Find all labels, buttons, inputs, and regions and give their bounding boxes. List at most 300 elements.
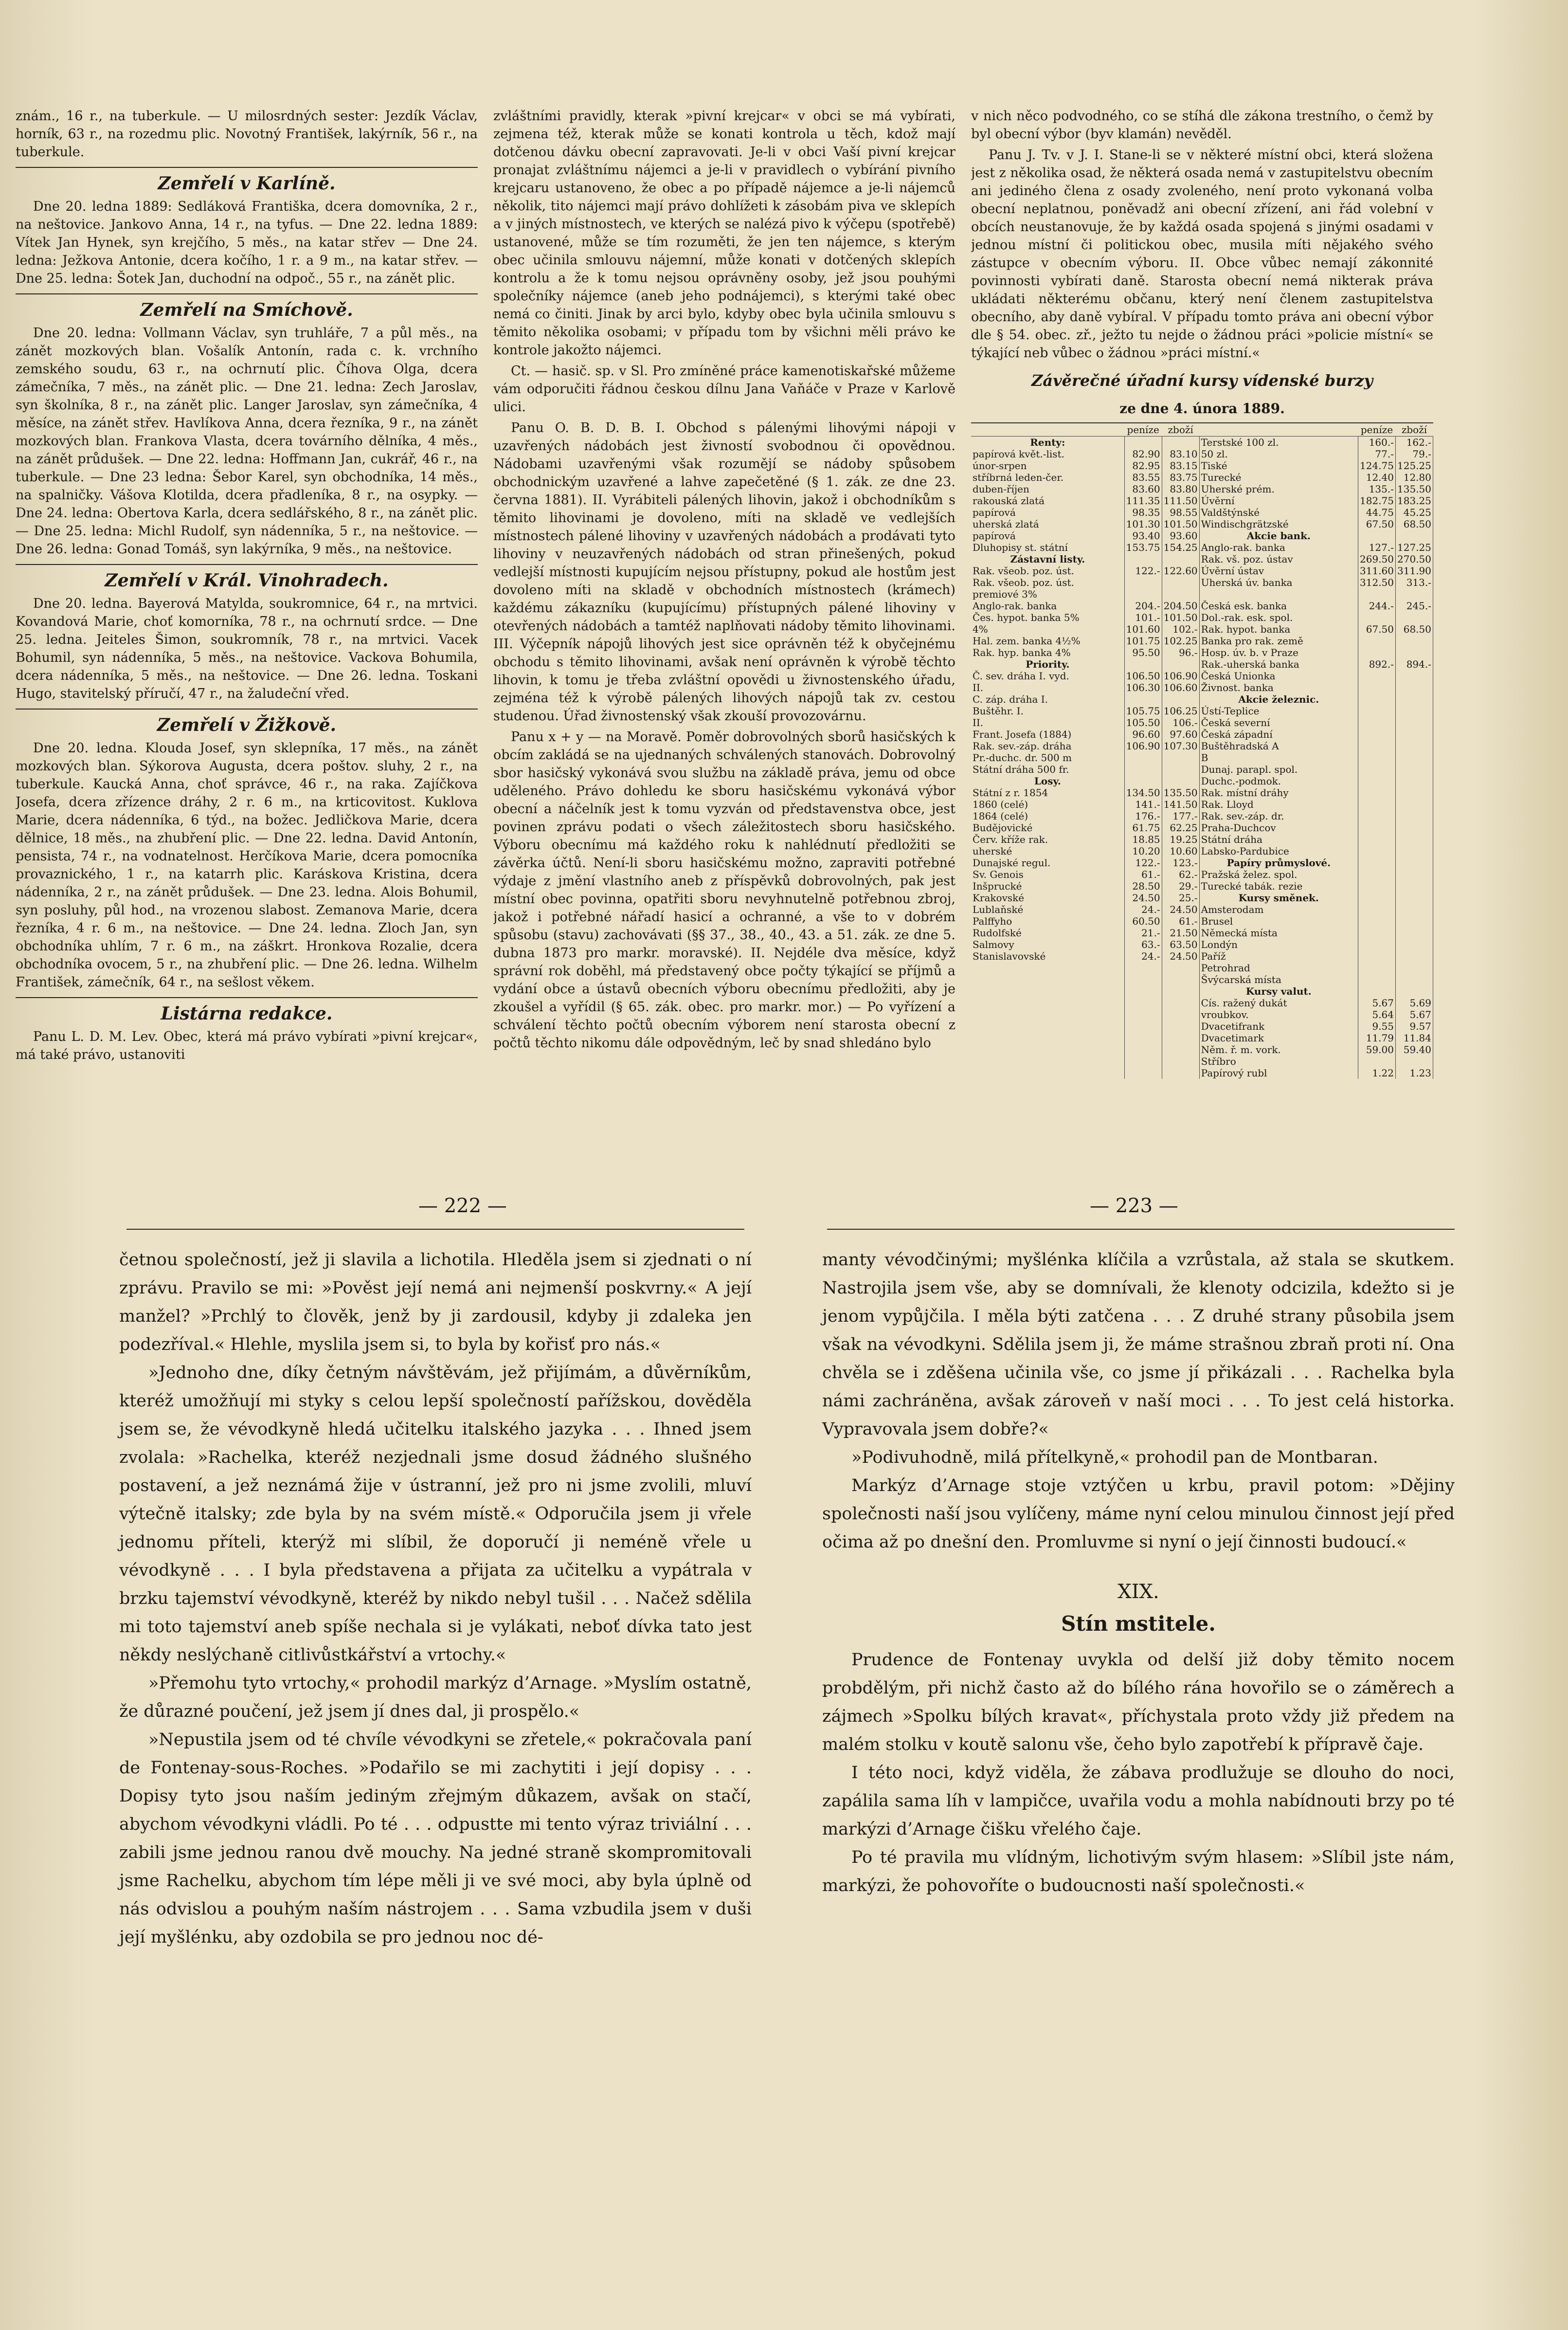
market-price bbox=[1358, 705, 1396, 717]
market-goods: 19.25 bbox=[1162, 834, 1199, 845]
market-price bbox=[1358, 880, 1396, 892]
market-price bbox=[1124, 437, 1162, 449]
column-editorial-answers bbox=[493, 107, 955, 1163]
market-price: 95.50 bbox=[1124, 647, 1162, 658]
market-price: 106.50 bbox=[1124, 670, 1162, 682]
market-goods bbox=[1162, 553, 1199, 565]
market-label: Živnost. banka bbox=[1199, 682, 1358, 693]
market-price: 60.50 bbox=[1124, 915, 1162, 927]
market-label: Dunajské regul. bbox=[971, 857, 1124, 869]
market-label: 50 zl. bbox=[1199, 448, 1358, 460]
market-label: papírová bbox=[971, 530, 1124, 542]
market-section-label: Kursy valut. bbox=[1199, 985, 1358, 997]
market-empty-cell bbox=[1162, 1067, 1199, 1079]
market-price: 61.- bbox=[1124, 869, 1162, 880]
market-price: 141.- bbox=[1124, 799, 1162, 810]
market-goods: 125.25 bbox=[1396, 460, 1433, 472]
market-empty-cell bbox=[1124, 1056, 1162, 1067]
market-goods bbox=[1162, 693, 1199, 705]
market-goods: 98.55 bbox=[1162, 507, 1199, 518]
market-row bbox=[971, 472, 1433, 483]
market-goods: 24.50 bbox=[1162, 950, 1199, 962]
market-goods bbox=[1396, 752, 1433, 764]
market-label: Rak. všeob. poz. úst. bbox=[971, 565, 1124, 577]
market-goods: 102.25 bbox=[1162, 635, 1199, 647]
market-row bbox=[971, 658, 1433, 670]
header-price: peníze bbox=[1124, 423, 1162, 437]
market-empty-cell bbox=[971, 1009, 1124, 1020]
market-goods: 83.80 bbox=[1162, 483, 1199, 495]
market-goods bbox=[1162, 775, 1199, 787]
market-price: 82.90 bbox=[1124, 448, 1162, 460]
market-goods: 5.67 bbox=[1396, 1009, 1433, 1020]
market-empty-cell bbox=[1124, 974, 1162, 985]
market-label: Praha-Duchcov bbox=[1199, 822, 1358, 834]
market-empty-cell bbox=[971, 985, 1124, 997]
market-price: 5.67 bbox=[1358, 997, 1396, 1009]
market-goods: 12.80 bbox=[1396, 472, 1433, 483]
market-price: 106.90 bbox=[1124, 740, 1162, 752]
novel-page-right bbox=[822, 1246, 1455, 1900]
market-price bbox=[1124, 693, 1162, 705]
market-label: Rak. sev.-záp. dr. bbox=[1199, 810, 1358, 822]
market-price: 9.55 bbox=[1358, 1020, 1396, 1032]
market-price: 67.50 bbox=[1358, 623, 1396, 635]
market-price bbox=[1358, 927, 1396, 939]
market-goods bbox=[1396, 693, 1433, 705]
market-row bbox=[971, 834, 1433, 845]
market-goods: 135.50 bbox=[1396, 483, 1433, 495]
market-label: duben-říjen bbox=[971, 483, 1124, 495]
market-goods: 29.- bbox=[1162, 880, 1199, 892]
market-label: Windischgrätzské bbox=[1199, 518, 1358, 530]
market-price: 98.35 bbox=[1124, 507, 1162, 518]
market-label: Rak. hyp. banka 4% bbox=[971, 647, 1124, 658]
market-price bbox=[1358, 612, 1396, 623]
market-row bbox=[971, 635, 1433, 647]
market-row bbox=[971, 822, 1433, 834]
market-price bbox=[1358, 530, 1396, 542]
market-empty-cell bbox=[971, 1044, 1124, 1056]
market-row bbox=[971, 974, 1433, 985]
market-empty-cell bbox=[1124, 985, 1162, 997]
market-empty-cell bbox=[971, 1020, 1124, 1032]
market-goods: 25.- bbox=[1162, 892, 1199, 904]
market-price: 105.75 bbox=[1124, 705, 1162, 717]
market-label: Rak. hypot. banka bbox=[1199, 623, 1358, 635]
market-price bbox=[1124, 577, 1162, 600]
market-goods bbox=[1396, 717, 1433, 728]
section-heading-zizkov: Zemřelí v Žižkově. bbox=[16, 709, 478, 734]
market-price bbox=[1358, 775, 1396, 787]
novel-paragraph: »Podivuhodně, milá přítelkyně,« prohodil pan de Montbaran. bbox=[851, 1448, 1378, 1467]
market-goods bbox=[1396, 915, 1433, 927]
market-goods: 106.25 bbox=[1162, 705, 1199, 717]
market-price bbox=[1124, 764, 1162, 775]
novel-paragraph: I této noci, když viděla, že zábava prodlužuje se dlouho do noci, zapálila sama líh v lampičce, uvařila vodu a mohla nabídnouti brzy po té markýzi d’Arnage čišku vřelého čaje. bbox=[822, 1763, 1455, 1839]
market-goods: 83.75 bbox=[1162, 472, 1199, 483]
market-label: Česká esk. banka bbox=[1199, 600, 1358, 612]
market-goods bbox=[1396, 810, 1433, 822]
market-goods bbox=[1396, 904, 1433, 915]
market-goods: 106.90 bbox=[1162, 670, 1199, 682]
market-label: stříbrná leden-čer. bbox=[971, 472, 1124, 483]
market-goods bbox=[1396, 740, 1433, 752]
market-price: 11.79 bbox=[1358, 1032, 1396, 1044]
market-price: 101.30 bbox=[1124, 518, 1162, 530]
market-row bbox=[971, 507, 1433, 518]
market-row bbox=[971, 799, 1433, 810]
market-price bbox=[1124, 553, 1162, 565]
market-label: Labsko-Pardubice bbox=[1199, 845, 1358, 857]
novel-paragraph: Po té pravila mu vlídným, lichotivým svým hlasem: »Slíbil jste nám, markýzi, že pohovoříte o budoucnosti naší společnosti.« bbox=[822, 1848, 1455, 1895]
market-goods bbox=[1396, 845, 1433, 857]
market-goods: 59.40 bbox=[1396, 1044, 1433, 1056]
market-goods bbox=[1396, 728, 1433, 740]
novel-paragraph: »Nepustila jsem od té chvíle vévodkyni se zřetele,« pokračovala paní de Fontenay-sous-Roches. »Podařilo se mi zachytiti i její dopisy . . . Dopisy tyto jsou naším jediným zřejmým důkazem, avšak on stačí, abychom vévodkyni vládli. Po té . . . odpustte mi tento výraz triviální . . . zabili jsme jednou ranou dvě mouchy. Na jedné straně skompromitovali jsme Rachelku, abychom tím lépe měli ji ve své moci, aby byla úplně od nás odvislou a pouhým naším nástrojem . . . Sama vzbudila jsem v duši její myšlénku, aby ozdobila se pro jednou noc dé- bbox=[119, 1730, 752, 1947]
market-row bbox=[971, 880, 1433, 892]
market-section-label: Priority. bbox=[971, 658, 1124, 670]
market-row bbox=[971, 810, 1433, 822]
market-goods bbox=[1396, 647, 1433, 658]
market-label: Česká Unionka bbox=[1199, 670, 1358, 682]
market-label: Švýcarská místa bbox=[1199, 974, 1358, 985]
market-price bbox=[1358, 950, 1396, 962]
market-label: Salmovy bbox=[971, 939, 1124, 950]
market-goods: 106.60 bbox=[1162, 682, 1199, 693]
market-date: ze dne 4. února 1889. bbox=[1119, 400, 1285, 417]
market-goods: 45.25 bbox=[1396, 507, 1433, 518]
market-empty-cell bbox=[1162, 985, 1199, 997]
market-label: Rak. Lloyd bbox=[1199, 799, 1358, 810]
market-row bbox=[971, 565, 1433, 577]
market-label: Rak. místní dráhy bbox=[1199, 787, 1358, 799]
market-row bbox=[971, 1032, 1433, 1044]
market-empty-cell bbox=[1124, 1009, 1162, 1020]
market-row bbox=[971, 950, 1433, 962]
market-price: 93.40 bbox=[1124, 530, 1162, 542]
market-goods: 101.50 bbox=[1162, 612, 1199, 623]
market-price: 28.50 bbox=[1124, 880, 1162, 892]
market-header-row bbox=[971, 423, 1433, 437]
market-price: 122.- bbox=[1124, 565, 1162, 577]
chapter-title: Stín mstitele. bbox=[1061, 1612, 1216, 1636]
market-label: únor-srpen bbox=[971, 460, 1124, 472]
market-goods bbox=[1396, 880, 1433, 892]
novel-paragraph: manty vévodčinými; myšlénka klíčila a vzrůstala, až stala se skutkem. Nastrojila jsem vše, aby se domnívali, že klenoty odcizila, kdežto si je jenom vypůjčila. I měla býti zatčena . . . Z druhé strany působila jsem však na vévodkyni. Sdělila jsem ji, že máme strašnou zbraň proti ní. Ona chvěla se i zděšena učinila vše, co jsme jí přikázali . . . Rachelka byla námi zachráněna, avšak zároveň v naší moci . . . To jest celá historka. Vypravovala jsem dobře?« bbox=[822, 1250, 1455, 1439]
market-price: 106.30 bbox=[1124, 682, 1162, 693]
market-goods: 313.- bbox=[1396, 577, 1433, 600]
market-label: uherská zlatá bbox=[971, 518, 1124, 530]
market-goods bbox=[1396, 764, 1433, 775]
market-goods: 1.23 bbox=[1396, 1067, 1433, 1079]
market-price: 244.- bbox=[1358, 600, 1396, 612]
market-empty-cell bbox=[1162, 1009, 1199, 1020]
market-label: Pražská želez. spol. bbox=[1199, 869, 1358, 880]
market-price bbox=[1358, 635, 1396, 647]
header-goods: zboží bbox=[1162, 423, 1199, 437]
market-label: Dluhopisy st. státní bbox=[971, 542, 1124, 553]
market-price: 311.60 bbox=[1358, 565, 1396, 577]
market-price: 892.- bbox=[1358, 658, 1396, 670]
header-price: peníze bbox=[1358, 423, 1396, 437]
listarna-text: Panu L. D. M. Lev. Obec, která má právo vybírati »pivní krejcar«, má také právo, ustanoviti bbox=[16, 1029, 478, 1062]
obituary-intro: znám., 16 r., na tuberkule. — U milosrdných sester: Jezdík Václav, horník, 63 r., na rozedmu plic. Novotný František, lakýrník, 56 r., na tuberkule. bbox=[16, 109, 478, 160]
market-price: 135.- bbox=[1358, 483, 1396, 495]
novel-paragraph: četnou společností, jež ji slavila a lichotila. Hleděla jsem si zjednati o ní zprávu. Pravilo se mi: »Pověst její nemá ani nejmenší poskvrny.« A její manžel? »Prchlý to člověk, jenž by ji zardousil, kdyby ji zdaleka jen podezříval.« Hlehle, myslila jsem si, to byla by kořisť pro nás.« bbox=[119, 1250, 752, 1354]
market-label: Úvěrní bbox=[1199, 495, 1358, 507]
market-goods bbox=[1396, 892, 1433, 904]
market-label: Budějovické bbox=[971, 822, 1124, 834]
market-label: Londýn bbox=[1199, 939, 1358, 950]
market-price bbox=[1358, 810, 1396, 822]
market-row bbox=[971, 612, 1433, 623]
market-section-label: Akcie bank. bbox=[1199, 530, 1358, 542]
market-label: Rudolfské bbox=[971, 927, 1124, 939]
market-label: Česká západní bbox=[1199, 728, 1358, 740]
market-goods: 311.90 bbox=[1396, 565, 1433, 577]
market-row bbox=[971, 623, 1433, 635]
market-price: 83.60 bbox=[1124, 483, 1162, 495]
market-label: Krakovské bbox=[971, 892, 1124, 904]
market-label: Brusel bbox=[1199, 915, 1358, 927]
market-label: Lublaňské bbox=[971, 904, 1124, 915]
market-section-label: Renty: bbox=[971, 437, 1124, 449]
market-label: Ústí-Teplice bbox=[1199, 705, 1358, 717]
market-goods bbox=[1396, 857, 1433, 869]
market-label: Inšprucké bbox=[971, 880, 1124, 892]
market-price bbox=[1358, 857, 1396, 869]
market-price bbox=[1358, 799, 1396, 810]
market-goods: 111.50 bbox=[1162, 495, 1199, 507]
market-price: 134.50 bbox=[1124, 787, 1162, 799]
market-goods: 62.25 bbox=[1162, 822, 1199, 834]
market-label: Státní dráha bbox=[1199, 834, 1358, 845]
market-row bbox=[971, 600, 1433, 612]
market-label: Státní z r. 1854 bbox=[971, 787, 1124, 799]
market-price: 127.- bbox=[1358, 542, 1396, 553]
novel-paragraph: Markýz d’Arnage stoje vztýčen u krbu, pravil potom: »Dějiny společnosti naší jsou vylíčeny, máme nyní celou minulou činnost její před očima až po dnešní den. Promluvme si nyní o její činnosti budoucí.« bbox=[822, 1476, 1455, 1552]
market-row bbox=[971, 752, 1433, 764]
market-body bbox=[971, 437, 1433, 1079]
market-price bbox=[1358, 682, 1396, 693]
market-price: 122.- bbox=[1124, 857, 1162, 869]
market-row bbox=[971, 997, 1433, 1009]
market-label: Dvacetifrank bbox=[1199, 1020, 1358, 1032]
market-price: 82.95 bbox=[1124, 460, 1162, 472]
market-label: rakouská zlatá bbox=[971, 495, 1124, 507]
market-row bbox=[971, 577, 1433, 600]
market-goods bbox=[1396, 985, 1433, 997]
market-empty-cell bbox=[1162, 962, 1199, 974]
market-price: 160.- bbox=[1358, 437, 1396, 449]
market-empty-cell bbox=[1124, 1044, 1162, 1056]
market-label: Dvacetimark bbox=[1199, 1032, 1358, 1044]
market-goods bbox=[1162, 437, 1199, 449]
market-row bbox=[971, 682, 1433, 693]
answer-paragraph: zvláštními pravidly, kterak »pivní krejcar« v obci se má vybírati, zejmena též, kterak může se konati kontrola u těch, kdož mají dotčenou dávku obecní zapravovati. Je-li v obci Vaší pivní krejcar pronajat zvláštnímu nájemci a je-li v pravidlech o vybírání pivního krejcaru ustanoveno, že obec a po případě nájemce a je-li nájemců několik, tito nájemci mají právo dohlížeti k zásobám piva ve sklepích a v jiných místnostech, ve kterých se nalézá pivo k výčepu (spotřebě) ustanovené, může se tím rozuměti, že jen ten nájemce, s kterým obec učinila smlouvu nájemní, může konati v dotčených sklepích kontrolu a že k tomu nejsou oprávněny osoby, jež jsou pouhými společníky nájemce (aneb jeho podnájemci), s kterými také obec nemá co činiti. Jinak by arci bylo, kdyby obec byla učinila smlouvu s těmito několika osobami; v případu tom by všichni měli právo ke kontrole jakožto nájemci. bbox=[493, 109, 955, 358]
column-answers-and-market bbox=[971, 107, 1433, 1163]
market-label: Duchc.-podmok. bbox=[1199, 775, 1358, 787]
market-price: 77.- bbox=[1358, 448, 1396, 460]
market-empty-cell bbox=[1124, 1067, 1162, 1079]
market-empty-cell bbox=[971, 1067, 1124, 1079]
market-label: Č. sev. dráha I. vyd. bbox=[971, 670, 1124, 682]
market-row bbox=[971, 460, 1433, 472]
market-label: Buštěhr. I. bbox=[971, 705, 1124, 717]
market-goods bbox=[1162, 577, 1199, 600]
answer-paragraph: Panu O. B. D. B. I. Obchod s pálenými lihovými nápoji v uzavřených nádobách jest živností svobodnou či opovědnou. Nádobami uzavřenými však rozumějí se nádoby spůsobem obchodnickým uzavřené a lahve zapečetěné (§ 1. zák. ze dne 23. června 1881). II. Vyrábiteli pálených lihovin, jakož i obchodníkům s těmito lihovinami je dovoleno, míti na skladě ve vedlejších místnostech pálené lihoviny v uzavřených nádobách a prodávati tyto lihoviny v neuzavřených nádobách od stran přinešených, pokud vedlejší místnosti kupujícím nejsou přístupny, pokud ale hostům jest dovoleno míti na skladě v obchodních místnostech (krámech) každému zákazníku (kupujícímu) přístupných pálené lihoviny v otevřených nádobách a tamtéž naplňovati nádoby těmito lihovinami. III. Výčepník nápojů lihových jest sice oprávněn též k obyčejnému obchodu s těmito lihovinami, avšak není oprávněn k výrobě těchto lihovin, k tomu je třeba zvláštní opovědi u živnostenského úřadu, zejména též k výrobě pálených lihových nápojů tak zv. cestou studenou. Úřad živnostenský však zkouší provozovárnu. bbox=[493, 420, 955, 724]
market-label: Anglo-rak. banka bbox=[1199, 542, 1358, 553]
market-label: Rak. všeob. poz. úst. premiové 3% bbox=[971, 577, 1124, 600]
market-price bbox=[1358, 962, 1396, 974]
market-section-label: Losy. bbox=[971, 775, 1124, 787]
market-empty-cell bbox=[1162, 1056, 1199, 1067]
market-label: Něm. ř. m. vork. bbox=[1199, 1044, 1358, 1056]
market-goods: 101.50 bbox=[1162, 518, 1199, 530]
market-goods bbox=[1396, 927, 1433, 939]
market-label: Čes. hypot. banka 5% bbox=[971, 612, 1124, 623]
market-price bbox=[1358, 670, 1396, 682]
market-goods bbox=[1396, 950, 1433, 962]
market-empty-cell bbox=[1162, 974, 1199, 985]
market-label: II. bbox=[971, 682, 1124, 693]
market-empty-cell bbox=[1162, 1032, 1199, 1044]
market-empty-cell bbox=[1162, 997, 1199, 1009]
page-rule-left bbox=[126, 1229, 744, 1230]
market-label: Hosp. úv. b. v Praze bbox=[1199, 647, 1358, 658]
market-table bbox=[971, 422, 1433, 1079]
market-goods: 141.50 bbox=[1162, 799, 1199, 810]
market-empty-cell bbox=[1124, 1020, 1162, 1032]
header-goods: zboží bbox=[1396, 423, 1433, 437]
market-label: B bbox=[1199, 752, 1358, 764]
market-row bbox=[971, 495, 1433, 507]
market-label: Dol.-rak. esk. spol. bbox=[1199, 612, 1358, 623]
market-price: 21.- bbox=[1124, 927, 1162, 939]
market-section-label: Akcie železnic. bbox=[1199, 693, 1358, 705]
market-price bbox=[1358, 904, 1396, 915]
market-price bbox=[1358, 985, 1396, 997]
obituary-zizkov: Dne 20. ledna. Klouda Josef, syn sklepníka, 17 měs., na zánět mozkových blan. Sýkorova Augusta, dcera poštov. sluhy, 2 r., na tuberkule. Kaucká Anna, choť správce, 46 r., na raka. Zajíčkova Josefa, dcera zřízence dráhy, 2 r. 6 m., na krticovitost. Kuklova Marie, dcera nádenníka, 6 týd., na božec. Jedličkova Marie, dcera dělnice, 18 měs., na zhubření plic. — Dne 22. ledna. David Antonín, pensista, 74 r., na vodnatelnost. Herčíkova Marie, dcera pomocníka provaznického, 1 r., na katarrh plic. Karáskova Kristina, dcera nádenníka, 2 r., na zánět průdušek. — Dne 23. ledna. Alois Bohumil, syn posluhy, půl hod., na vrozenou slabost. Zemanova Marie, dcera řezníka, 4 r. 6 m., na neštovice. — Dne 24. ledna. Zloch Jan, syn obchodníka uhlím, 7 r. 6 m., na záškrt. Hronkova Rozalie, dcera obchodníka ovocem, 5 r., na zhubření plic. — Dne 26. ledna. Wilhelm František, zámečník, 64 r., na sešlost věkem. bbox=[16, 741, 478, 990]
market-label: Banka pro rak. země bbox=[1199, 635, 1358, 647]
market-price: 182.75 bbox=[1358, 495, 1396, 507]
market-goods: 135.50 bbox=[1162, 787, 1199, 799]
market-row bbox=[971, 705, 1433, 717]
market-goods: 123.- bbox=[1162, 857, 1199, 869]
section-heading-listarna: Listárna redakce. bbox=[16, 997, 478, 1023]
market-goods: 270.50 bbox=[1396, 553, 1433, 565]
market-goods bbox=[1396, 775, 1433, 787]
market-goods: 63.50 bbox=[1162, 939, 1199, 950]
market-price bbox=[1358, 693, 1396, 705]
market-label: Červ. kříže rak. bbox=[971, 834, 1124, 845]
market-label: 1864 (celé) bbox=[971, 810, 1124, 822]
answer-paragraph: Ct. — hasič. sp. v Sl. Pro zmíněné práce kamenotiskařské můžeme vám odporučiti řádnou českou dílnu Jana Vaňáče v Praze v Karlově ulici. bbox=[493, 364, 955, 415]
market-label: Rak. sev.-záp. dráha bbox=[971, 740, 1124, 752]
market-price: 44.75 bbox=[1358, 507, 1396, 518]
market-label: Buštěhradská A bbox=[1199, 740, 1358, 752]
market-section-label: Papíry průmyslové. bbox=[1199, 857, 1358, 869]
market-label: Německá místa bbox=[1199, 927, 1358, 939]
market-goods: 5.69 bbox=[1396, 997, 1433, 1009]
market-goods bbox=[1396, 530, 1433, 542]
market-label: Papírový rubl bbox=[1199, 1067, 1358, 1079]
market-row bbox=[971, 1067, 1433, 1079]
market-goods: 10.60 bbox=[1162, 845, 1199, 857]
market-price: 153.75 bbox=[1124, 542, 1162, 553]
market-label: C. záp. dráha I. bbox=[971, 693, 1124, 705]
market-row bbox=[971, 717, 1433, 728]
market-goods: 97.60 bbox=[1162, 728, 1199, 740]
market-row bbox=[971, 647, 1433, 658]
market-price: 67.50 bbox=[1358, 518, 1396, 530]
market-goods: 162.- bbox=[1396, 437, 1433, 449]
market-row bbox=[971, 1044, 1433, 1056]
novel-page-left bbox=[119, 1246, 752, 1951]
market-price bbox=[1358, 1056, 1396, 1067]
market-row bbox=[971, 787, 1433, 799]
market-row bbox=[971, 693, 1433, 705]
market-row bbox=[971, 728, 1433, 740]
market-price bbox=[1358, 915, 1396, 927]
market-price: 111.35 bbox=[1124, 495, 1162, 507]
market-empty-cell bbox=[1162, 1044, 1199, 1056]
market-price: 101.- bbox=[1124, 612, 1162, 623]
market-goods: 68.50 bbox=[1396, 623, 1433, 635]
page-rule-right bbox=[827, 1229, 1455, 1230]
market-goods: 107.30 bbox=[1162, 740, 1199, 752]
market-goods bbox=[1162, 752, 1199, 764]
market-label: 4% bbox=[971, 623, 1124, 635]
market-price: 10.20 bbox=[1124, 845, 1162, 857]
market-goods: 68.50 bbox=[1396, 518, 1433, 530]
novel-paragraph: »Jednoho dne, díky četným návštěvám, jež přijímám, a důvěrníkům, kteréž umožňují mi styky s celou lepší společností pařížskou, dověděla jsem se, že vévodkyně hledá učitelku italského jazyka . . . Ihned jsem zvolala: »Rachelka, kteréž nezjednali jsme dosud žádného slušného postavení, a jež neznámá žije v ústranní, jež pro ni jsme zvolili, mluví výtečně italsky; zde byla by na svém místě.« Odporučila jsem ji vřele jednomu příteli, kterýž mi slíbil, že doporučí ji neméně vřele u vévodkyně . . . I byla představena a přijata za učitelku a vypátrala v brzku tajemství vévodkyně, kteréž by nikdo nebyl tušil . . . Načež sdělila mi toto tajemství aneb spíše nechala si je vylákati, neboť dívka tato jest někdy neslýchaně citlivůstkářství a vrtochy.« bbox=[119, 1363, 752, 1665]
market-goods: 96.- bbox=[1162, 647, 1199, 658]
market-price: 18.85 bbox=[1124, 834, 1162, 845]
answer-paragraph: Panu x + y — na Moravě. Poměr dobrovolných sborů hasičských k obcím zakládá se na ujednaných schválených stanovách. Dobrovolný sbor hasičský vykonává svou službu na základě práva, jemu od obce uděleného. Právo dohledu ke sboru hasičskému vykonává výbor obecní a náčelník jest k tomu vyzván od představenstva obce, jest povinen zprávu podati o všech záležitostech sboru hasičského. Výboru obecnímu má každého roku k nahlédnutí předložiti se závěrka účtů. Není-li sboru hasičskému možno, zapraviti potřebné výdaje z jmění vlastního aneb z příspěvků dobrovolných, pak jest místní obec povinna, opatřiti sboru nevyhnutelně potřebnou zbroj, jakož i potřebné nářadí hasicí a ochranné, a vše to v dobrém spůsobu (stavu) zachovávati (§§ 37., 38., 40., 43. a 51. zák. ze dne 5. dubna 1873 pro markr. moravské). II. Nejdéle dva měsíce, když správní rok doběhl, má představený obce počty týkající se příjmů a vydání obce a ústavů obecních výboru obecnímu předložiti, aby je zkoušel a vyřídil (§ 65. zák. obec. pro markr. mor.) — Po vyřízení a schválení těchto počtů obecním výborem není starosta obecní z počtů těchto nikomu dále odpovědným, leč by snad shledáno bylo bbox=[493, 729, 955, 1051]
market-price: 61.75 bbox=[1124, 822, 1162, 834]
market-label: Státní dráha 500 fr. bbox=[971, 764, 1124, 775]
market-row bbox=[971, 670, 1433, 682]
market-price bbox=[1358, 787, 1396, 799]
market-row bbox=[971, 483, 1433, 495]
market-price bbox=[1124, 752, 1162, 764]
market-label: Cís. ražený dukát bbox=[1199, 997, 1358, 1009]
chapter-number: XIX. bbox=[1117, 1581, 1159, 1603]
market-price bbox=[1358, 892, 1396, 904]
market-row bbox=[971, 764, 1433, 775]
market-goods bbox=[1396, 1056, 1433, 1067]
market-label: Stříbro bbox=[1199, 1056, 1358, 1067]
market-label: Valdštýnské bbox=[1199, 507, 1358, 518]
novel-paragraph: »Přemohu tyto vrtochy,« prohodil markýz d’Arnage. »Myslím ostatně, že důrazné poučení, jež jsem jí dnes dal, ji prospělo.« bbox=[119, 1674, 752, 1721]
market-goods: 204.50 bbox=[1162, 600, 1199, 612]
market-section-label: Zástavní listy. bbox=[971, 553, 1124, 565]
market-label: vroubkov. bbox=[1199, 1009, 1358, 1020]
market-label: Petrohrad bbox=[1199, 962, 1358, 974]
market-label: papírová květ.-list. bbox=[971, 448, 1124, 460]
market-row bbox=[971, 927, 1433, 939]
market-goods: 127.25 bbox=[1396, 542, 1433, 553]
market-title: Závěrečné úřadní kursy vídenské burzy bbox=[1031, 371, 1373, 390]
market-label: papírová bbox=[971, 507, 1124, 518]
market-price: 59.00 bbox=[1358, 1044, 1396, 1056]
market-goods: 102.- bbox=[1162, 623, 1199, 635]
market-row bbox=[971, 448, 1433, 460]
market-price bbox=[1358, 845, 1396, 857]
market-row bbox=[971, 518, 1433, 530]
